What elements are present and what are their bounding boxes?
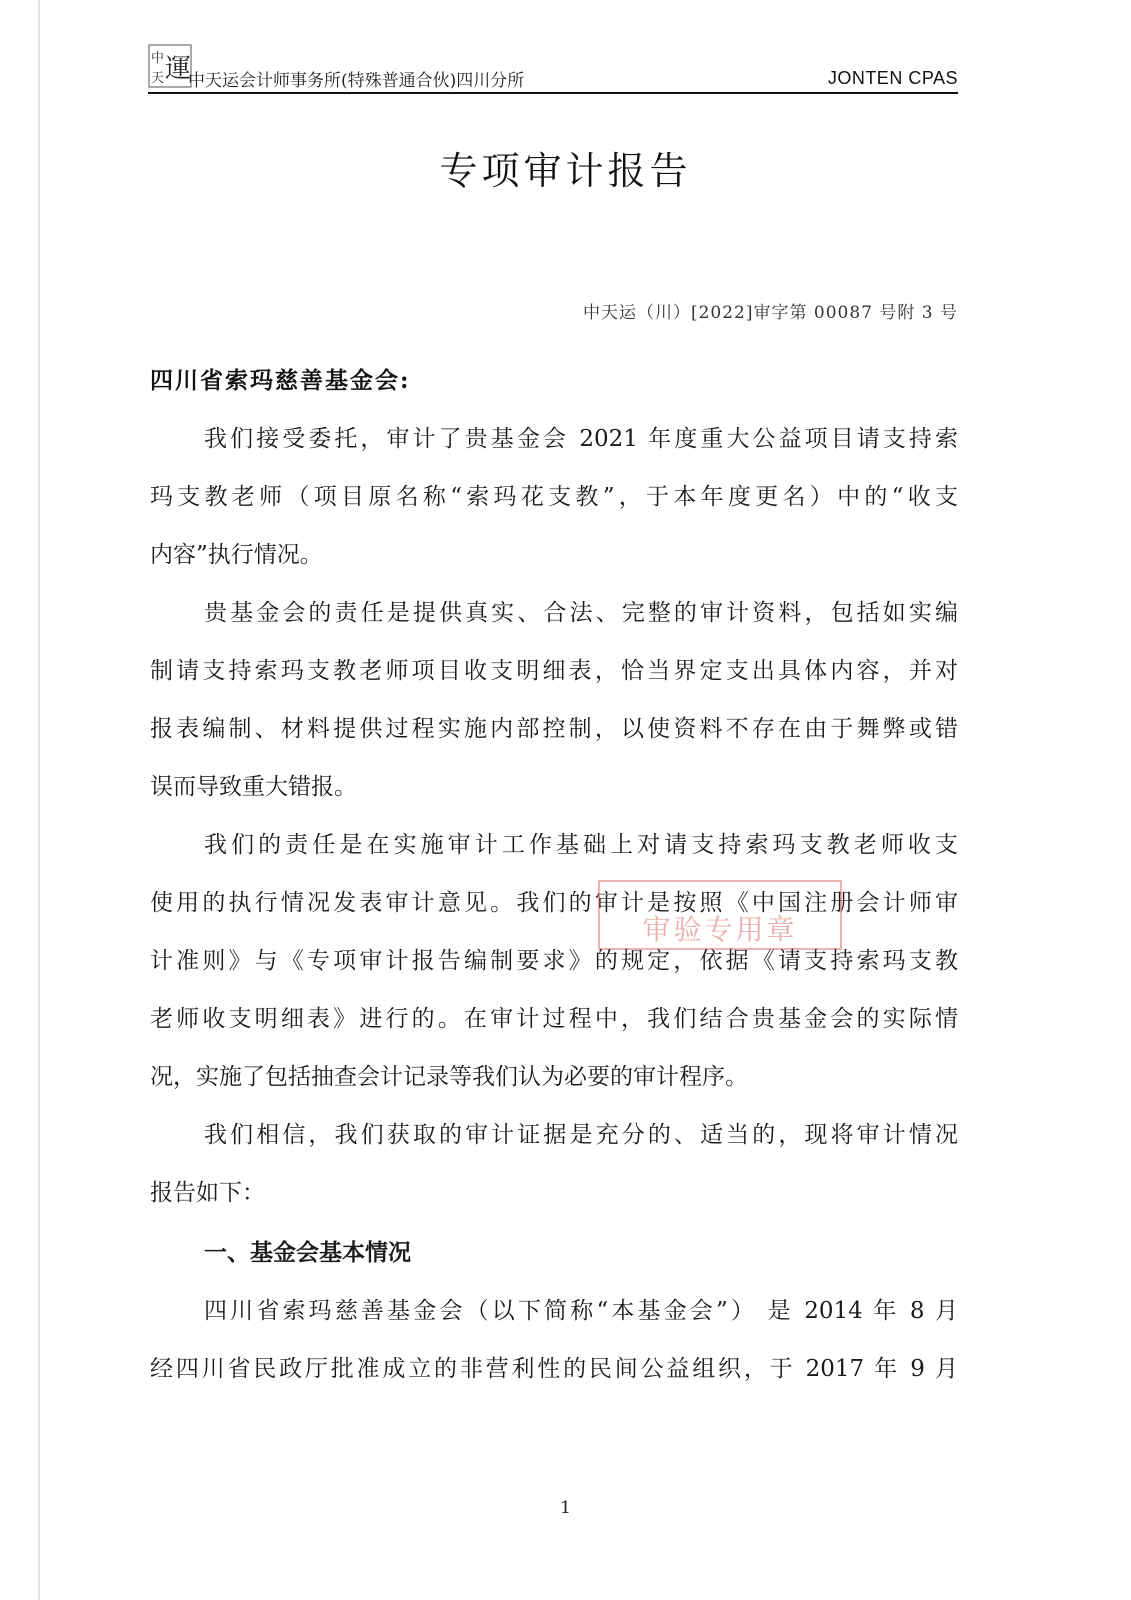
logo-char-2: 天: [151, 71, 165, 86]
document-title: 专项审计报告: [439, 149, 692, 193]
body-line: 使用的执行情况发表审计意见。我们的审计是按照《中国注册会计师审: [150, 890, 958, 916]
firm-name: 中天运会计师事务所(特殊普通合伙)四川分所: [188, 71, 525, 91]
body-line: 我们接受委托，审计了贵基金会 2021 年度重大公益项目请支持索: [204, 426, 958, 452]
body-line: 老师收支明细表》进行的。在审计过程中，我们结合贵基金会的实际情: [150, 1006, 958, 1032]
body-line: 制请支持索玛支教老师项目收支明细表，恰当界定支出具体内容，并对: [150, 658, 958, 684]
body-line: 贵基金会的责任是提供真实、合法、完整的审计资料，包括如实编: [204, 600, 958, 626]
reference-number: 中天运（川）[2022]审字第 00087 号附 3 号: [582, 303, 958, 323]
body-line: 报表编制、材料提供过程实施内部控制，以使资料不存在由于舞弊或错: [150, 716, 958, 742]
addressee: 四川省索玛慈善基金会:: [150, 367, 411, 394]
body-line: 计准则》与《专项审计报告编制要求》的规定，依据《请支持索玛支教: [150, 948, 958, 974]
body-line: 我们的责任是在实施审计工作基础上对请支持索玛支教老师收支: [204, 832, 958, 858]
body-line: 我们相信，我们获取的审计证据是充分的、适当的，现将审计情况: [204, 1122, 958, 1148]
logo-char-3: 運: [165, 54, 192, 84]
body-line: 况，实施了包括抽查会计记录等我们认为必要的审计程序。: [150, 1064, 748, 1090]
firm-name-english: JONTEN CPAS: [827, 68, 958, 88]
logo-char-1: 中: [151, 51, 165, 66]
body-line: 四川省索玛慈善基金会（以下简称“本基金会”） 是 2014 年 8 月: [204, 1298, 958, 1324]
body-line: 报告如下：: [150, 1180, 265, 1206]
body-line: 内容”执行情况。: [150, 542, 323, 568]
stamp-text: 审验专用章: [642, 913, 798, 946]
audit-stamp: [598, 880, 842, 950]
section-heading: 一、基金会基本情况: [204, 1239, 411, 1266]
body-line: 经四川省民政厅批准成立的非营利性的民间公益组织，于 2017 年 9 月: [150, 1356, 958, 1382]
body-line: 玛支教老师（项目原名称“索玛花支教”，于本年度更名）中的“收支: [150, 484, 958, 510]
page-number: 1: [560, 1498, 571, 1518]
body-line: 误而导致重大错报。: [150, 774, 357, 800]
